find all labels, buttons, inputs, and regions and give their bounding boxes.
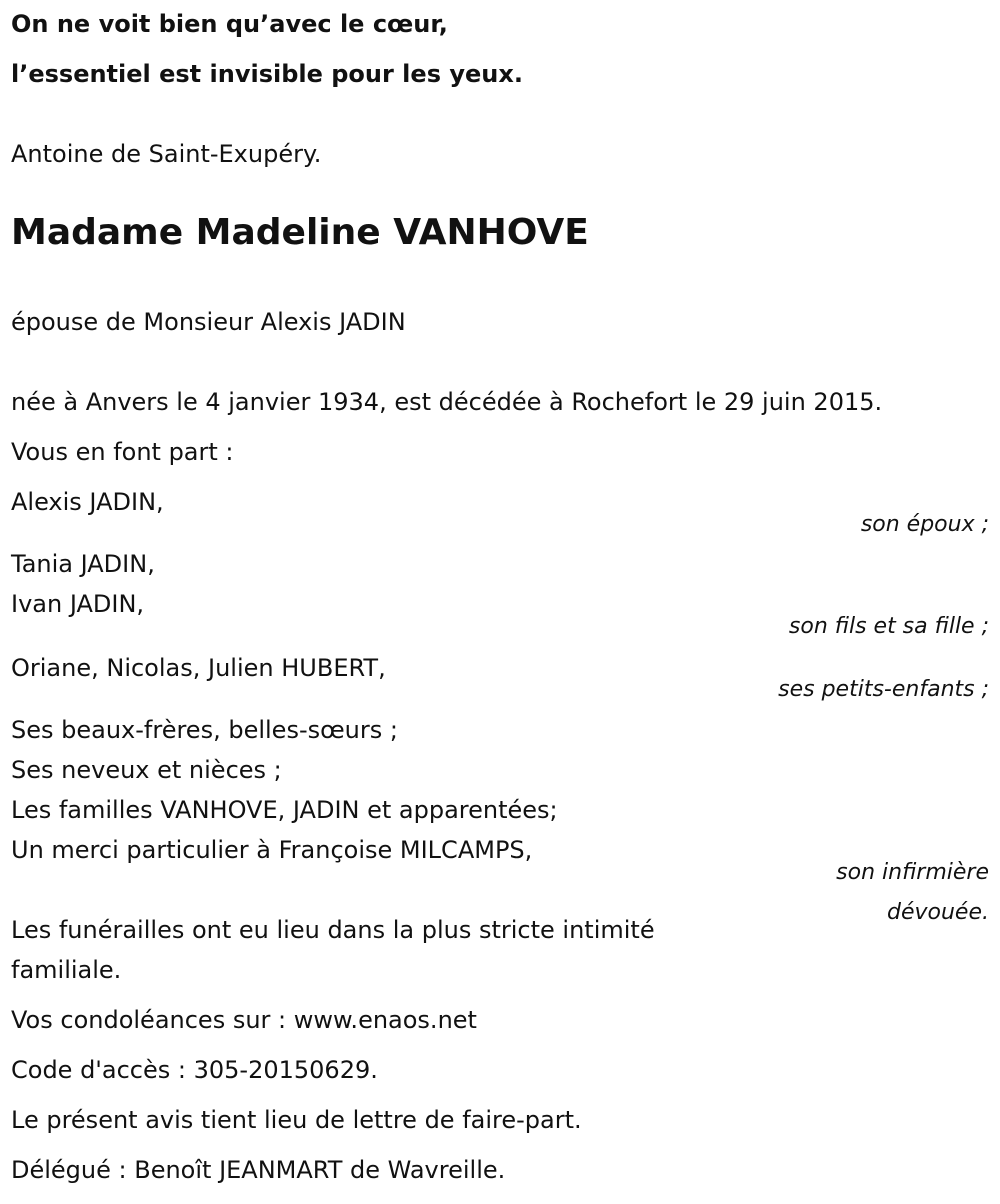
nurse-relation: dévouée.	[887, 900, 989, 925]
funeral-line: Les funérailles ont eu lieu dans la plus stricte intimité	[11, 916, 655, 944]
nurse-relation: son infirmière	[836, 860, 989, 885]
thanks-line: Un merci particulier à Françoise MILCAMPS,	[11, 836, 533, 864]
deceased-name: Madame Madeline VANHOVE	[11, 212, 589, 253]
other-family-line: Ses beaux-frères, belles-sœurs ;	[11, 716, 398, 744]
other-family-line: Ses neveux et nièces ;	[11, 756, 282, 784]
family-name: Alexis JADIN,	[11, 488, 164, 516]
family-relation: ses petits-enfants ;	[778, 677, 989, 702]
family-relation: son fils et sa fille ;	[788, 614, 989, 639]
quote-line-2: l’essentiel est invisible pour les yeux.	[11, 60, 523, 88]
funeral-line: familiale.	[11, 956, 122, 984]
family-name: Tania JADIN,	[11, 550, 155, 578]
access-code-line: Code d'accès : 305-20150629.	[11, 1056, 378, 1084]
family-name: Oriane, Nicolas, Julien HUBERT,	[11, 654, 386, 682]
family-relation: son époux ;	[860, 512, 989, 537]
family-name: Ivan JADIN,	[11, 590, 145, 618]
quote-line-1: On ne voit bien qu’avec le cœur,	[11, 10, 448, 38]
birth-death-line: née à Anvers le 4 janvier 1934, est décédée à Rochefort le 29 juin 2015.	[11, 388, 883, 416]
announcers-intro: Vous en font part :	[11, 438, 234, 466]
quote-author: Antoine de Saint-Exupéry.	[11, 140, 322, 168]
notice-line: Le présent avis tient lieu de lettre de faire-part.	[11, 1106, 582, 1134]
delegate-line: Délégué : Benoît JEANMART de Wavreille.	[11, 1156, 506, 1184]
condolences-line: Vos condoléances sur : www.enaos.net	[11, 1006, 477, 1034]
spouse-line: épouse de Monsieur Alexis JADIN	[11, 308, 406, 336]
other-family-line: Les familles VANHOVE, JADIN et apparentées;	[11, 796, 558, 824]
